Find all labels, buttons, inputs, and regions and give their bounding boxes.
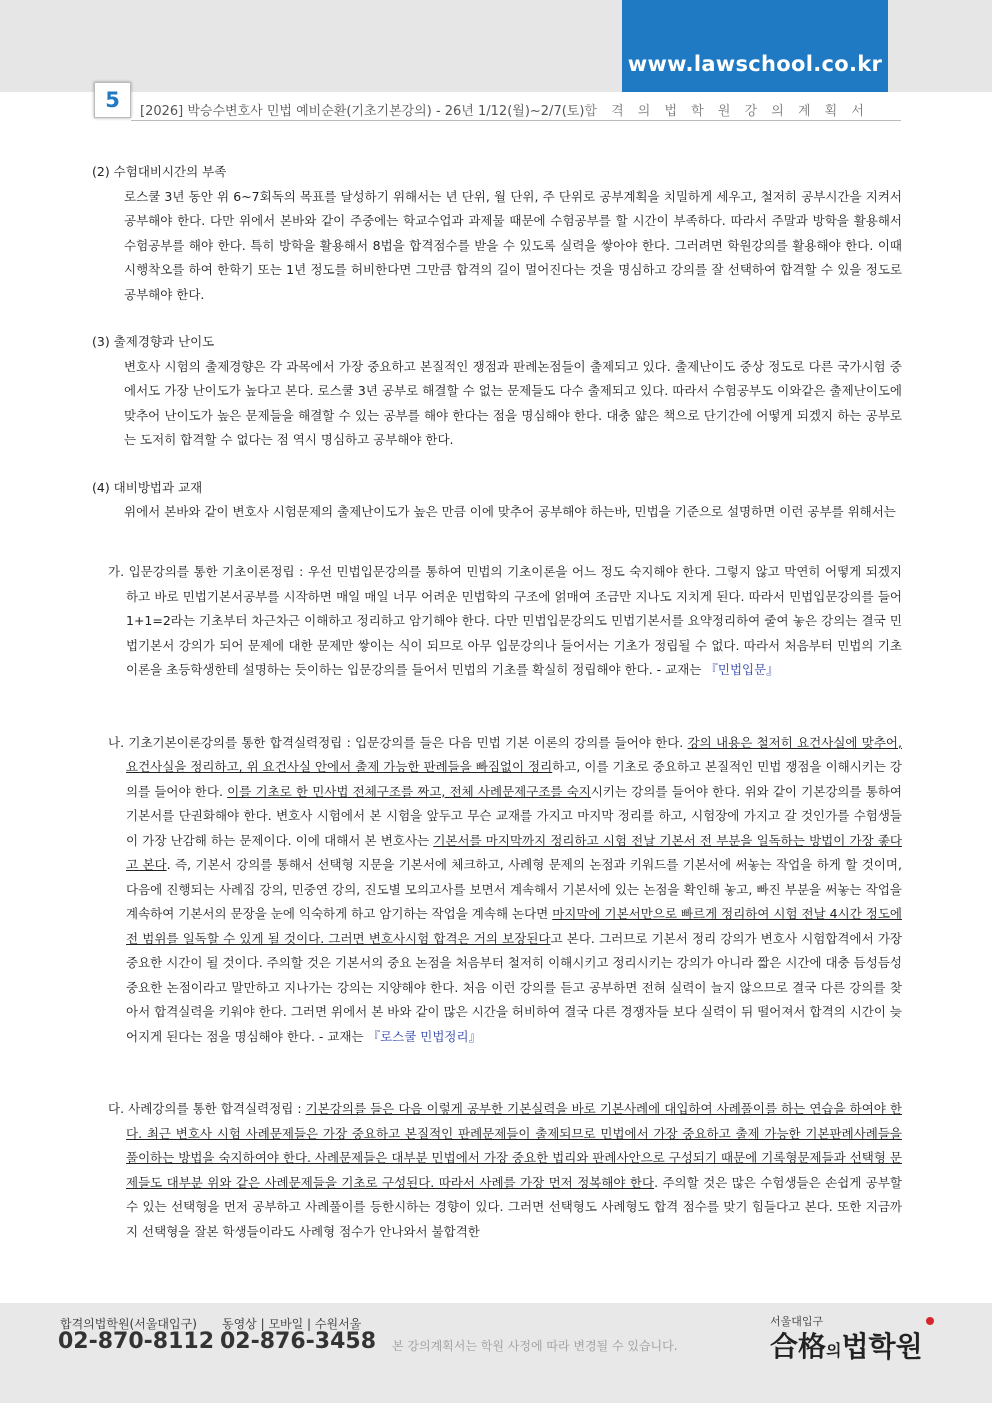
item-da (108, 1097, 902, 1244)
item-na-underline-1: 강의 내용은 철저히 요건사실에 맞추어, 요건사실을 정리하고, 위 요건사실 안에서 출제 가능한 판례들을 빠짐없이 정리 (126, 734, 902, 774)
footer-band (0, 1303, 992, 1403)
section-3-title: (3) 출제경향과 난이도 (92, 334, 215, 349)
item-na-book: 『로스쿨 민법정리』 (367, 1028, 482, 1044)
section-2-body: 로스쿨 3년 동안 위 6~7회독의 목표를 달성하기 위해서는 년 단위, 월 단위, 주 단위로 공부계획을 치밀하게 세우고, 철저히 공부시간을 지켜서 공부해야 한다. 다만 위에서 본바와 같이 주중에는 학교수업과 과제물 때문에 수험공부를 할 시간이 부족하다. 따라서 주말과 방학을 활용해서 수험공부를 해야 한다. 특히 방학을 활용해서 8법을 합격점수를 받을 수 있도록 실력을 쌓아야 한다. 그러려면 학원강의를 활용해야 한다. 이때 시행착오를 하여 한학기 또는 1년 정도를 허비한다면 그만큼 합격의 길이 멀어진다는 것을 명심하고 강의를 잘 선택하여 합격할 수 있을 정도로 공부해야 한다. (124, 188, 902, 302)
url-banner (622, 0, 888, 92)
item-da-text-2: . 주의할 것은 많은 수험생들은 손쉽게 공부할 수 있는 선택형을 먼저 공부하고 사례풀이를 등한시하는 경향이 있다. 그러면 선택형도 사례형도 합격 점수를 맞기 힘들다고 본다. 또한 지금까지 선택형을 잘본 학생들이라도 사례형 점수가 안나와서 불합격한 (126, 1174, 902, 1239)
item-na-label: 나. (108, 734, 125, 750)
item-ga-text: 입문강의를 통한 기초이론정립 : 우선 민법입문강의를 통하여 민법의 기초이론을 어느 정도 숙지해야 한다. 그렇지 않고 막연히 어떻게 되겠지 하고 바로 민법기본서공부를 시작하면 매일 매일 너무 어려운 민법학의 구조에 얽매여 조금만 지나도 지치게 된다. 따라서 민법입문강의를 들어 1+1=2라는 기초부터 차근차근 이해하고 정리하고 암기해야 한다. 다만 민법입문강의도 민법기본서를 요약정리하여 줄여 놓은 강의는 결국 민법기본서 강의가 되어 문제에 대한 문제만 쌓이는 식이 되므로 아무 입문강의나 들어서는 기초가 정립될 수 없다. 따라서 처음부터 민법의 기초이론을 초등학생한테 설명하는 듯이하는 입문강의를 들어서 민법의 기초를 확실히 정립해야 한다. - 교재는 (126, 564, 902, 677)
running-header (140, 100, 920, 119)
item-ga-label: 가. (108, 564, 125, 579)
doc-label: 합 격 의 법 학 원 강 의 계 획 서 (584, 104, 869, 119)
item-na-underline-2: 이를 기초로 한 민사법 전체구조를 짜고, 전체 사례문제구조를 숙지 (227, 783, 591, 799)
document-body (92, 160, 902, 1257)
footer-phone-1: 02-870-8112 (58, 1329, 215, 1354)
section-4-body: 위에서 본바와 같이 변호사 시험문제의 출제난이도가 높은 만큼 이에 맞추어 공부해야 하는바, 민법을 기준으로 설명하면 이런 공부를 위해서는 (124, 504, 896, 519)
site-url[interactable]: www.lawschool.co.kr (627, 52, 883, 76)
item-da-label: 다. (108, 1101, 125, 1116)
item-na-text-5: 고 본다. 그러므로 기본서 정리 강의가 변호사 시험합격에서 가장 중요한 시간이 될 것이다. 주의할 것은 기본서의 중요 논점을 처음부터 철저히 이해시키고 정리시키는 강의가 아니라 짧은 시간에 대충 듬성듬성 중요한 논점이라고 말만하고 지나가는 강의는 지양해야 한다. 처음 이런 강의를 듣고 공부하면 전혀 실력이 늘지 않으므로 결국 다른 강의를 찾아서 합격실력을 키워야 한다. 그러면 위에서 본 바와 같이 많은 시간을 허비하여 결국 다른 경쟁자들 보다 실력이 뒤 떨어져서 합격의 시간이 늦어지게 된다는 점을 명심해야 한다. - 교재는 (126, 930, 902, 1044)
item-da-text-1: 사례강의를 통한 합격실력정립 : (128, 1101, 306, 1116)
item-na-text-1: 기초기본이론강의를 통한 합격실력정립 : 입문강의를 들은 다음 민법 기본 이론의 강의를 들어야 한다. (128, 734, 688, 750)
header-divider (131, 120, 901, 121)
logo-part-a: 合格 (770, 1330, 827, 1363)
footer-label-2: 동영상 | 모바일 | 수원서울 (222, 1317, 362, 1331)
item-na-text-3: 시키는 강의를 들어야 한다. 위와 같이 기본강의를 통하여 기본서를 단권화해야 한다. 변호사 시험에서 본 시험을 앞두고 무슨 교재를 가지고 마지막 정리를 하고, 시험장에 가지고 갈 것인가를 수험생들이 가장 난감해 하는 문제이다. 이에 대해서 본 변호사는 (126, 783, 903, 848)
course-title: [2026] 박승수변호사 민법 예비순환(기초기본강의) - 26년 1/12(월)~2/7(토) (140, 104, 585, 119)
page-number: 5 (94, 82, 131, 118)
item-na (108, 731, 902, 1050)
item-da-underline-1: 기본강의를 들은 다음 이렇게 공부한 기본실력을 바로 기본사례에 대입하여 사례풀이를 하는 연습을 하여야 한다. 최근 변호사 시험 사례문제들은 가장 중요하고 본질적인 판례문제들이 출제되므로 민법에서 가장 중요하고 출제 가능한 기본판례사례들을 풀이하는 방법을 숙지하여야 한다. 사례문제들은 대부분 민법에서 가장 중요한 법리와 판례사안으로 구성되기 때문에 기록형문제들과 선택형 문제들도 대부분 위와 같은 사례문제들을 기초로 구성된다. 따라서 사례를 가장 먼저 정복해야 한다 (126, 1101, 903, 1190)
section-4-title: (4) 대비방법과 교재 (92, 479, 203, 495)
item-ga-book: 『민법입문』 (705, 662, 779, 677)
footer-label-1: 합격의법학원(서울대입구) (60, 1317, 197, 1331)
item-na-underline-4: 마지막에 기본서만으로 빠르게 정리하여 시험 전날 4시간 정도에 전 범위를 일독할 수 있게 될 것이다. 그러면 변호사시험 합격은 거의 보장된다 (126, 906, 902, 946)
footer-phone-2: 02-876-3458 (220, 1329, 377, 1354)
academy-logo (770, 1325, 923, 1365)
logo-subtitle: 서울대입구 (770, 1315, 824, 1328)
section-3-body: 변호사 시험의 출제경향은 각 과목에서 가장 중요하고 본질적인 쟁점과 판례논점들이 출제되고 있다. 출제난이도 중상 정도로 다른 국가시험 중에서도 가장 난이도가 높다고 본다. 로스쿨 3년 공부로 해결할 수 없는 문제들도 다수 출제되고 있다. 따라서 수험공부도 이와같은 출제난이도에 맞추어 난이도가 높은 문제들을 해결할 수 있는 공부를 해야 한다는 점을 명심해야 한다. 대충 얇은 책으로 단기간에 어떻게 되겠지 하는 공부로는 도저히 합격할 수 없다는 점 역시 명심하고 공부해야 한다. (124, 358, 902, 447)
logo-part-c: 법학원 (841, 1330, 923, 1363)
item-na-text-4: . 즉, 기본서 강의를 통해서 선택형 지문을 기본서에 체크하고, 사례형 문제의 논점과 키워드를 기본서에 써놓는 작업을 하게 할 것이며, 다음에 진행되는 사례집 강의, 민중연 강의, 진도별 모의고사를 보면서 계속해서 기본서에 있는 논점을 확인해 놓고, 빠진 부분을 써놓는 작업을 계속하여 기본서의 문장을 눈에 익숙하게 하고 암기하는 작업을 계속해 논다면 (126, 857, 902, 921)
logo-dot-icon (926, 1317, 934, 1325)
logo-part-b: 의 (826, 1341, 842, 1360)
item-na-underline-3: 기본서를 마지막까지 정리하고 시험 전날 기본서 전 부분을 일독하는 방법이 가장 좋다고 본다 (126, 832, 902, 872)
footer-notice: 본 강의계획서는 학원 사정에 따라 변경될 수 있습니다. (392, 1339, 678, 1353)
section-2-title: (2) 수험대비시간의 부족 (92, 164, 227, 179)
item-na-text-2: 하고, 이를 기초로 중요하고 본질적인 민법 쟁점을 이해시키는 강의를 들어야 한다. (126, 759, 902, 799)
item-ga (108, 560, 902, 683)
